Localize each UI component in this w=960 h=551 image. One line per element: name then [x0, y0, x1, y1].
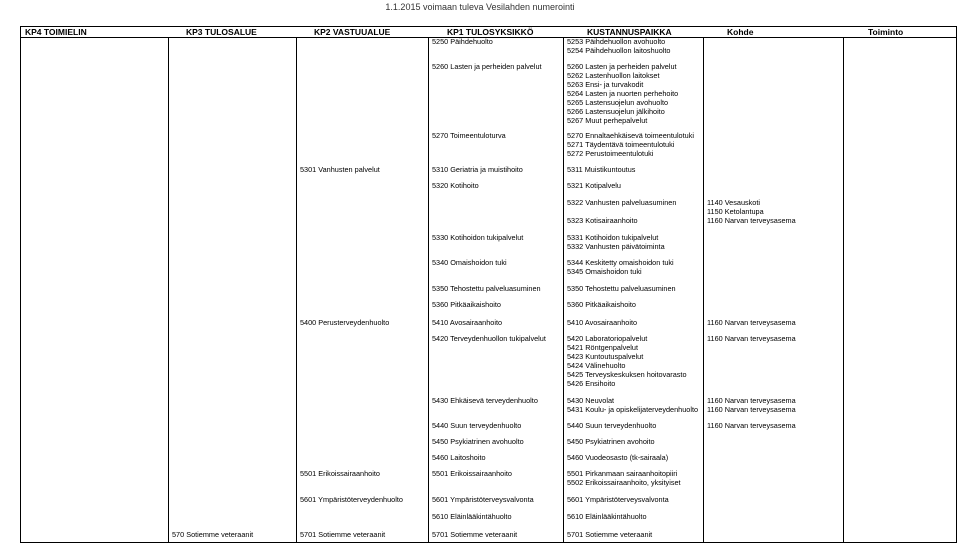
cell-kust: 5262 Lastenhuollon laitokset [567, 71, 660, 80]
cell-kp2: 5301 Vanhusten palvelut [300, 165, 380, 174]
cell-kp1: 5270 Toimeentuloturva [432, 131, 506, 140]
cell-kust: 5323 Kotisairaanhoito [567, 216, 638, 225]
cell-kust: 5431 Koulu- ja opiskelijaterveydenhuolto [567, 405, 699, 414]
cell-kp1: 5420 Terveydenhuollon tukipalvelut [432, 334, 546, 343]
column-divider [703, 37, 704, 543]
cell-kp1: 5350 Tehostettu palveluasuminen [432, 284, 541, 293]
cell-kust: 5430 Neuvolat [567, 396, 615, 405]
cell-kp3: 570 Sotiemme veteraanit [172, 530, 254, 539]
cell-kp1: 5260 Lasten ja perheiden palvelut [432, 62, 542, 71]
col-kp2: KP2 VASTUUALUE [314, 27, 391, 37]
cell-kust: 5423 Kuntoutuspalvelut [567, 352, 644, 361]
column-divider [843, 37, 844, 543]
cell-kohde: 1150 Ketolantupa [707, 207, 764, 216]
cell-kust: 5440 Suun terveydenhuolto [567, 421, 657, 430]
cell-kust: 5501 Pirkanmaan sairaanhoitopiiri [567, 469, 678, 478]
cell-kp1: 5701 Sotiemme veteraanit [432, 530, 518, 539]
cell-kp2: 5701 Sotiemme veteraanit [300, 530, 386, 539]
cell-kp1: 5601 Ympäristöterveysvalvonta [432, 495, 534, 504]
cell-kust: 5311 Muistikuntoutus [567, 165, 636, 174]
cell-kohde: 1160 Narvan terveysasema [707, 405, 796, 414]
cell-kust: 5265 Lastensuojelun avohuolto [567, 98, 669, 107]
cell-kust: 5260 Lasten ja perheiden palvelut [567, 62, 677, 71]
cell-kp1: 5310 Geriatria ja muistihoito [432, 165, 523, 174]
cell-kust: 5322 Vanhusten palveluasuminen [567, 198, 677, 207]
cell-kp1: 5250 Päihdehuolto [432, 37, 493, 46]
cell-kust: 5424 Välinehuolto [567, 361, 626, 370]
cell-kp1: 5610 Eläinlääkintähuolto [432, 512, 512, 521]
cell-kp1: 5410 Avosairaanhoito [432, 318, 503, 327]
cell-kp1: 5340 Omaishoidon tuki [432, 258, 507, 267]
cell-kust: 5332 Vanhusten päivätoiminta [567, 242, 665, 251]
cell-kust: 5272 Perustoimeentulotuki [567, 149, 654, 158]
cell-kust: 5426 Ensihoito [567, 379, 616, 388]
cell-kp1: 5430 Ehkäisevä terveydenhuolto [432, 396, 538, 405]
cell-kust: 5420 Laboratoriopalvelut [567, 334, 648, 343]
cell-kust: 5610 Eläinlääkintähuolto [567, 512, 647, 521]
cell-kust: 5266 Lastensuojelun jälkihoito [567, 107, 665, 116]
cell-kp1: 5440 Suun terveydenhuolto [432, 421, 522, 430]
cell-kust: 5502 Erikoissairaanhoito, yksityiset [567, 478, 681, 487]
cell-kust: 5460 Vuodeosasto (tk-sairaala) [567, 453, 669, 462]
column-divider [296, 37, 297, 543]
cell-kust: 5331 Kotihoidon tukipalvelut [567, 233, 659, 242]
col-kustannus: KUSTANNUSPAIKKA [587, 27, 672, 37]
cell-kust: 5425 Terveyskeskuksen hoitovarasto [567, 370, 687, 379]
cell-kust: 5345 Omaishoidon tuki [567, 267, 642, 276]
cell-kp2: 5400 Perusterveydenhuolto [300, 318, 390, 327]
cell-kust: 5360 Pitkäaikaishoito [567, 300, 636, 309]
cell-kust: 5254 Päihdehuollon laitoshuolto [567, 46, 671, 55]
cell-kp1: 5330 Kotihoidon tukipalvelut [432, 233, 524, 242]
cell-kp1: 5320 Kotihoito [432, 181, 479, 190]
cell-kust: 5267 Muut perhepalvelut [567, 116, 648, 125]
cell-kohde: 1160 Narvan terveysasema [707, 318, 796, 327]
cell-kust: 5410 Avosairaanhoito [567, 318, 638, 327]
cell-kohde: 1160 Narvan terveysasema [707, 216, 796, 225]
cell-kust: 5344 Keskitetty omaishoidon tuki [567, 258, 674, 267]
cell-kp1: 5501 Erikoissairaanhoito [432, 469, 512, 478]
col-kohde: Kohde [727, 27, 754, 37]
cell-kust: 5253 Päihdehuollon avohuolto [567, 37, 666, 46]
column-divider [168, 37, 169, 543]
cell-kp1: 5460 Laitoshoito [432, 453, 486, 462]
cell-kust: 5263 Ensi- ja turvakodit [567, 80, 644, 89]
cell-kust: 5271 Täydentävä toimeentulotuki [567, 140, 675, 149]
cell-kust: 5350 Tehostettu palveluasuminen [567, 284, 676, 293]
col-kp3: KP3 TULOSALUE [186, 27, 257, 37]
cell-kust: 5701 Sotiemme veteraanit [567, 530, 653, 539]
cell-kp2: 5601 Ympäristöterveydenhuolto [300, 495, 403, 504]
col-toiminto: Toiminto [868, 27, 904, 37]
cell-kust: 5450 Psykiatrinen avohoito [567, 437, 655, 446]
cell-kust: 5264 Lasten ja nuorten perhehoito [567, 89, 679, 98]
cell-kohde: 1140 Vesauskoti [707, 198, 761, 207]
cell-kohde: 1160 Narvan terveysasema [707, 396, 796, 405]
col-kp4: KP4 TOIMIELIN [25, 27, 87, 37]
cell-kp2: 5501 Erikoissairaanhoito [300, 469, 380, 478]
cell-kust: 5601 Ympäristöterveysvalvonta [567, 495, 669, 504]
cell-kp1: 5450 Psykiatrinen avohuolto [432, 437, 524, 446]
cell-kust: 5270 Ennaltaehkäisevä toimeentulotuki [567, 131, 694, 140]
cell-kohde: 1160 Narvan terveysasema [707, 334, 796, 343]
cell-kust: 5421 Röntgenpalvelut [567, 343, 638, 352]
cell-kust: 5321 Kotipalvelu [567, 181, 621, 190]
cell-kohde: 1160 Narvan terveysasema [707, 421, 796, 430]
page-header: 1.1.2015 voimaan tuleva Vesilahden numerointi [385, 2, 575, 12]
column-divider [428, 37, 429, 543]
column-divider [563, 37, 564, 543]
cell-kp1: 5360 Pitkäaikaishoito [432, 300, 501, 309]
col-kp1: KP1 TULOSYKSIKKÖ [447, 27, 534, 37]
